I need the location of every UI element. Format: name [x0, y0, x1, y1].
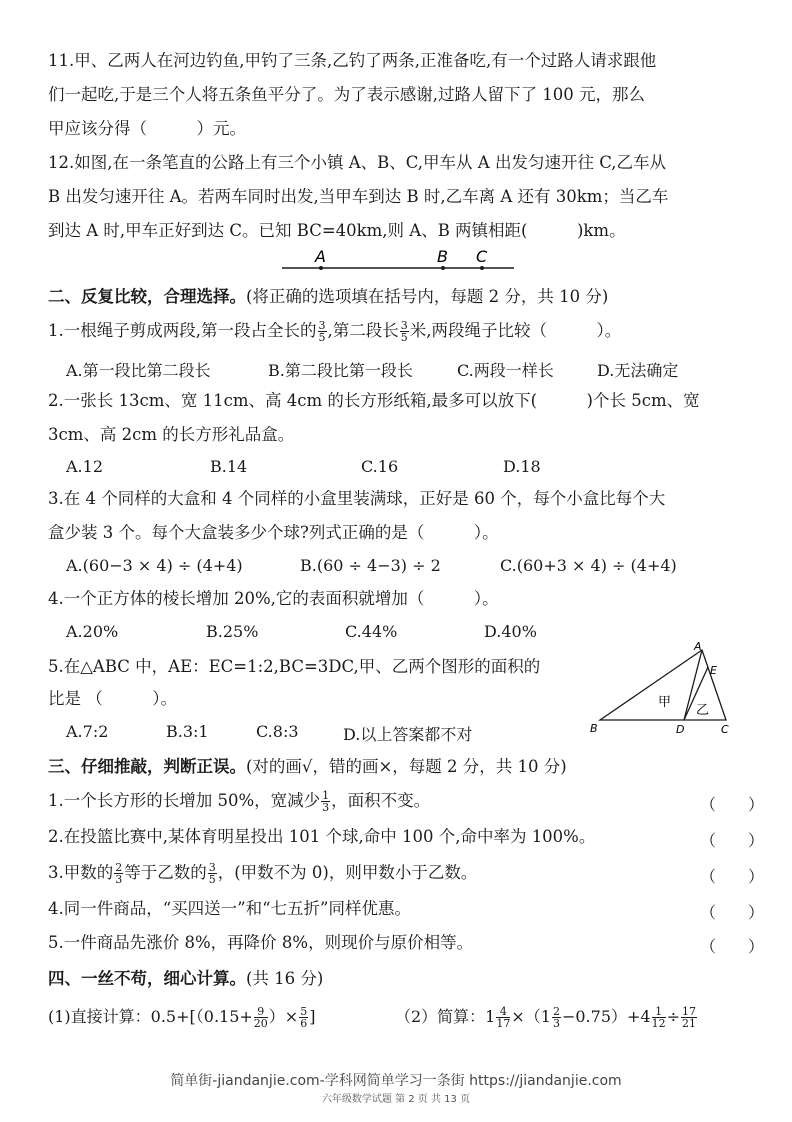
choice-5-option-a: A.7:2 [66, 722, 109, 741]
fraction-num: 5 [300, 1005, 308, 1018]
fraction-den: 3 [322, 801, 330, 814]
fraction-2-3 [114, 862, 123, 885]
judge-4-answer-blank[interactable]: （ ） [700, 903, 765, 922]
fraction-den: 6 [300, 1017, 308, 1030]
section-4-note: (共 16 分) [246, 969, 324, 988]
choice-1-option-d: D.无法确定 [597, 361, 679, 380]
point-b-dot [441, 266, 445, 270]
judge-3-answer-blank[interactable]: （ ） [700, 867, 765, 886]
vertex-c-label: C [721, 723, 729, 736]
fraction-den: 3 [115, 873, 123, 886]
judge-2-answer-blank[interactable]: （ ） [700, 831, 765, 850]
section-2-heading [48, 286, 608, 308]
fraction-num: 4 [496, 1006, 510, 1018]
vertex-a-label: A [694, 640, 702, 653]
region-jia-label: 甲 [658, 695, 672, 710]
calc-1-part-b: ）× [268, 1007, 299, 1026]
watermark-text: 简单街-jiandanjie.com-学科网简单学习一条街 https://jiandanjie.com [170, 1073, 622, 1089]
region-yi-label: 乙 [696, 703, 710, 718]
point-a-dot [319, 266, 323, 270]
section-4-heading [48, 968, 323, 990]
calc-1-part-c: ] [309, 1007, 316, 1026]
choice-5-line1: 5.在△ABC 中，AE：EC=1:2,BC=3DC,甲、乙两个图形的面积的 [48, 657, 541, 676]
choice-5-line2: 比是 （ ）。 [48, 689, 177, 708]
judge-1-answer-blank[interactable]: （ ） [700, 795, 765, 814]
point-b-label: B [437, 247, 448, 266]
fraction-num: 9 [254, 1006, 268, 1018]
point-a-label: A [315, 247, 326, 266]
choice-3-option-b: B.(60 ÷ 4−3) ÷ 2 [300, 556, 441, 575]
vertex-e-label: E [710, 664, 717, 677]
judge-1-post: ，面积不变。 [331, 791, 431, 810]
fraction-num: 3 [400, 319, 408, 332]
judge-1-pre: 1.一个长方形的长增加 50%，宽减少 [48, 791, 321, 810]
judge-5: 5.一件商品先涨价 8%，再降价 8%，则现价与原价相等。 [48, 933, 474, 952]
triangle-figure [584, 640, 744, 740]
fraction-den: 21 [682, 1017, 696, 1030]
choice-4-option-d: D.40% [484, 622, 537, 641]
judge-3-pre: 3.甲数的 [48, 863, 114, 882]
fraction-4-17 [496, 1006, 510, 1029]
choice-5-option-d: D.以上答案都不对 [343, 725, 473, 744]
fraction-den: 3 [552, 1017, 560, 1030]
section-3-note: (对的画√，错的画×，每题 2 分，共 10 分) [246, 757, 567, 776]
calc-1-part-a: (1)直接计算：0.5+[（0.15+ [48, 1007, 253, 1026]
choice-1-option-b: B.第二段比第一段长 [268, 361, 413, 380]
section-3-title: 三、仔细推敲，判断正误。 [48, 757, 246, 776]
choice-4-option-b: B.25% [206, 622, 259, 641]
section-4-title: 四、一丝不苟，细心计算。 [48, 969, 246, 988]
choice-1-pre: 1.一根绳子剪成两段,第一段占全长的 [48, 321, 317, 340]
fraction-den: 17 [496, 1017, 511, 1030]
fraction-num: 2 [115, 861, 123, 874]
choice-3-line1: 3.在 4 个同样的大盒和 4 个同样的小盒里装满球，正好是 60 个，每个小盒比每个大 [48, 489, 666, 508]
choice-2-line1: 2.一张长 13cm、宽 11cm、高 4cm 的长方形纸箱,最多可以放下( )个长 5cm、宽 [48, 391, 700, 410]
fraction-2-3 [552, 1006, 561, 1029]
calc-problem-1 [48, 1006, 315, 1029]
fraction-1-12 [652, 1006, 666, 1029]
fraction-num: 1 [652, 1006, 666, 1018]
q11-line2: 们一起吃,于是三个人将五条鱼平分了。为了表示感谢,过路人留下了 100 元，那么 [48, 85, 645, 104]
choice-4-line1: 4.一个正方体的棱长增加 20%,它的表面积就增加（ ）。 [48, 589, 499, 608]
section-2-title: 二、反复比较，合理选择。 [48, 287, 246, 306]
road-diagram [270, 244, 520, 276]
fraction-3-5-meters [400, 320, 409, 343]
calc-2-part-b: ×（1 [511, 1007, 551, 1026]
fraction-3-5 [318, 320, 327, 343]
fraction-num: 2 [552, 1005, 560, 1018]
choice-3-option-a: A.(60−3 × 4) ÷ (4+4) [66, 556, 243, 575]
choice-1-stem [48, 320, 621, 343]
fraction-num: 3 [318, 319, 326, 332]
calc-problem-2 [395, 1006, 698, 1029]
fraction-num: 1 [322, 789, 330, 802]
fraction-9-20 [254, 1006, 268, 1029]
choice-5-option-b: B.3:1 [166, 722, 209, 741]
point-c-label: C [476, 247, 488, 266]
calc-2-part-a: （2）简算：1 [395, 1007, 496, 1026]
choice-3-line2: 盒少装 3 个。每个大盒装多少个球?列式正确的是（ ）。 [48, 523, 499, 542]
choice-5-option-c: C.8:3 [256, 722, 299, 741]
fraction-den: 5 [208, 873, 216, 886]
point-c-dot [480, 266, 484, 270]
judge-2: 2.在投篮比赛中,某体育明星投出 101 个球,命中 100 个,命中率为 100%。 [48, 827, 596, 846]
judge-3 [48, 862, 477, 885]
choice-2-option-d: D.18 [503, 457, 541, 476]
fraction-den: 20 [253, 1017, 268, 1030]
choice-1-option-c: C.两段一样长 [457, 361, 554, 380]
fraction-1-3 [321, 790, 330, 813]
choice-1-post: 米,两段绳子比较（ ）。 [409, 321, 622, 340]
judge-5-answer-blank[interactable]: （ ） [700, 937, 765, 956]
choice-2-option-a: A.12 [66, 457, 103, 476]
section-2-note: (将正确的选项填在括号内，每题 2 分，共 10 分) [246, 287, 609, 306]
judge-1 [48, 790, 430, 813]
vertex-d-label: D [676, 723, 685, 736]
calc-2-part-c: −0.75）+4 [561, 1007, 651, 1026]
choice-2-option-b: B.14 [210, 457, 248, 476]
judge-3-mid: 等于乙数的 [124, 863, 207, 882]
section-3-heading [48, 756, 567, 778]
choice-1-mid: ,第二段长 [327, 321, 399, 340]
choice-4-option-a: A.20% [66, 622, 119, 641]
fraction-den: 5 [400, 331, 408, 344]
choice-1-option-a: A.第一段比第二段长 [66, 361, 211, 380]
q12-line1: 12.如图,在一条笔直的公路上有三个小镇 A、B、C,甲车从 A 出发匀速开往 C,乙车从 [48, 153, 666, 172]
q11-line3: 甲应该分得（ ）元。 [48, 119, 246, 138]
fraction-5-6 [299, 1006, 308, 1029]
judge-3-post: ，(甲数不为 0)，则甲数小于乙数。 [217, 863, 478, 882]
fraction-den: 12 [651, 1017, 666, 1030]
judge-4: 4.同一件商品，“买四送一”和“七五折”同样优惠。 [48, 899, 411, 918]
fraction-num: 17 [682, 1005, 696, 1018]
fraction-num: 3 [208, 861, 216, 874]
q12-line3: 到达 A 时,甲车正好到达 C。已知 BC=40km,则 A、B 两镇相距( )km。 [48, 221, 626, 240]
vertex-b-label: B [590, 722, 598, 735]
fraction-17-21 [681, 1006, 697, 1029]
choice-3-option-c: C.(60+3 × 4) ÷ (4+4) [500, 556, 677, 575]
choice-2-line2: 3cm、高 2cm 的长方形礼品盒。 [48, 425, 295, 444]
page-number: 六年级数学试题 第 2 页 共 13 页 [321, 1094, 471, 1105]
q11-line1: 11.甲、乙两人在河边钓鱼,甲钓了三条,乙钓了两条,正准备吃,有一个过路人请求跟他 [48, 51, 657, 70]
calc-2-part-d: ÷ [666, 1007, 680, 1026]
fraction-3-5 [208, 862, 217, 885]
choice-4-option-c: C.44% [345, 622, 398, 641]
fraction-den: 5 [318, 331, 326, 344]
q12-line2: B 出发匀速开往 A。若两车同时出发,当甲车到达 B 时,乙车离 A 还有 30km；当乙车 [48, 187, 669, 206]
choice-2-option-c: C.16 [361, 457, 399, 476]
